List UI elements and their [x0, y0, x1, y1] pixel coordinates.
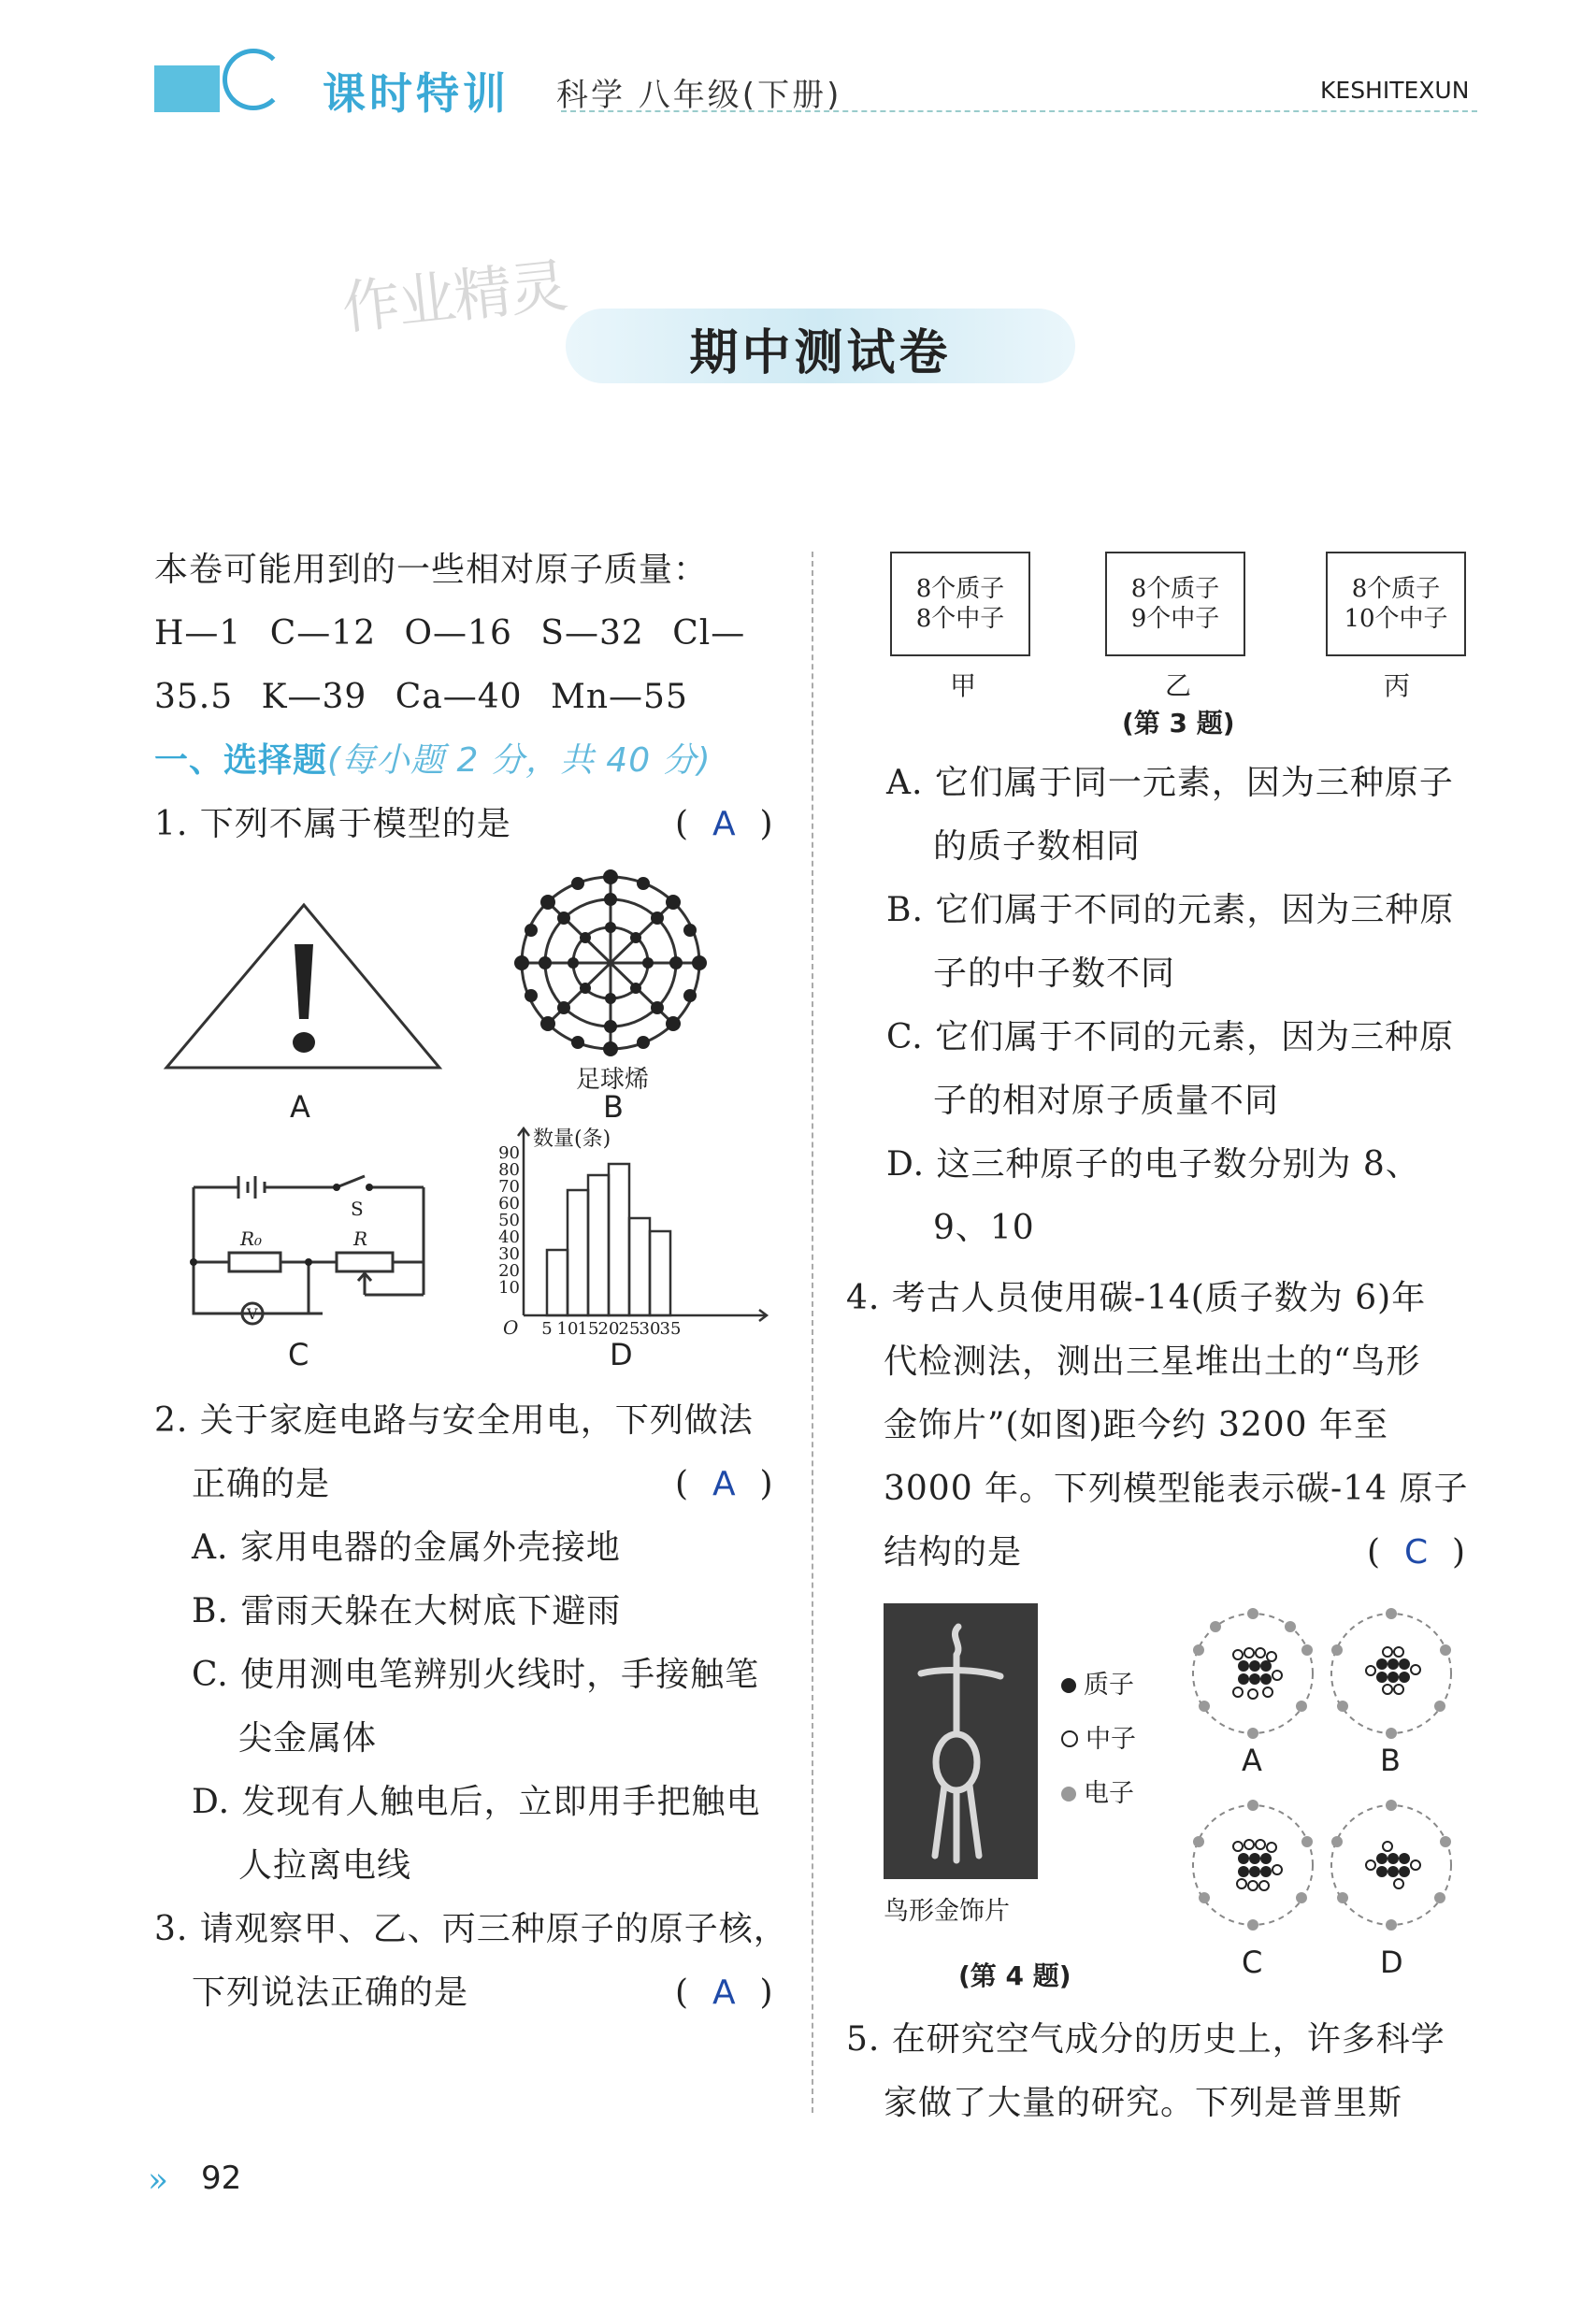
- atom-models: [1187, 1608, 1468, 1982]
- legend-neutron: 中子: [1061, 1718, 1136, 1755]
- q2-option-c-2: 尖金属体: [238, 1719, 378, 1758]
- svg-text:70: 70: [498, 1177, 520, 1197]
- histogram-xticks: [541, 1319, 681, 1339]
- q1-stem: 1. 下列不属于模型的是: [154, 805, 511, 843]
- watermark: 作业精灵: [338, 251, 569, 343]
- circuit-r0-label: R₀: [240, 1227, 263, 1250]
- q4-stem-3: 金饰片”(如图)距今约 3200 年至: [884, 1406, 1388, 1444]
- svg-text:15: 15: [577, 1319, 599, 1339]
- logo-icon: [223, 49, 284, 110]
- svg-text:10: 10: [556, 1319, 579, 1339]
- circuit-r-label: R: [353, 1227, 368, 1250]
- q4-stem-4: 3000 年。下列模型能表示碳-14 原子: [884, 1470, 1469, 1508]
- q1-answer: ( A ): [675, 805, 774, 843]
- q3-option-a-1: A. 它们属于同一元素，因为三种原子: [886, 764, 1454, 802]
- svg-text:35: 35: [659, 1319, 682, 1339]
- q2-stem-2: 正确的是: [192, 1465, 331, 1503]
- svg-text:90: 90: [498, 1143, 520, 1163]
- svg-text:20: 20: [498, 1261, 520, 1281]
- q1-label-d: D: [610, 1337, 633, 1372]
- svg-text:80: 80: [498, 1160, 520, 1180]
- intro-line-1: 本卷可能用到的一些相对原子质量：: [154, 551, 709, 589]
- header-brand: KESHITEXUN: [1320, 77, 1470, 104]
- page-number: 92: [201, 2160, 242, 2197]
- circuit-diagram: [182, 1169, 435, 1328]
- header-logo: 课时特训: [323, 68, 510, 119]
- atom-model-b: [1331, 1608, 1451, 1739]
- model-label-b: B: [1380, 1743, 1401, 1778]
- circuit-voltmeter-label: V: [247, 1305, 258, 1323]
- q3-figure-caption: (第 3 题): [1122, 708, 1235, 739]
- header-color-block: [154, 65, 220, 112]
- intro-line-3: 35.5 K—39 Ca—40 Mn—55: [154, 678, 688, 716]
- legend-electron: 电子: [1061, 1773, 1134, 1809]
- nucleus-box-bing: 8个质子 10个中子: [1326, 552, 1466, 656]
- header-divider: [561, 110, 1477, 112]
- q3-option-b-1: B. 它们属于不同的元素，因为三种原: [886, 891, 1455, 929]
- svg-text:50: 50: [498, 1211, 520, 1230]
- q3-option-c-2: 子的相对原子质量不同: [933, 1082, 1280, 1120]
- q4-answer: ( C ): [1367, 1533, 1467, 1572]
- warning-triangle-icon: [159, 897, 449, 1075]
- q3-stem-1: 3. 请观察甲、乙、丙三种原子的原子核，: [154, 1910, 788, 1948]
- model-label-a: A: [1242, 1743, 1262, 1778]
- q3-option-c-1: C. 它们属于不同的元素，因为三种原: [886, 1018, 1455, 1056]
- q2-option-c-1: C. 使用测电笔辨别火线时，手接触笔: [192, 1656, 760, 1694]
- model-label-d: D: [1380, 1945, 1403, 1980]
- svg-text:30: 30: [498, 1244, 520, 1264]
- svg-text:60: 60: [498, 1194, 520, 1213]
- neutron-dot-icon: [1061, 1730, 1078, 1747]
- legend-proton: 质子: [1061, 1664, 1134, 1701]
- photo-caption: 鸟形金饰片: [884, 1897, 1010, 1926]
- q2-stem-1: 2. 关于家庭电路与安全用电，下列做法: [154, 1401, 754, 1440]
- nucleus-box-yi: 8个质子 9个中子: [1105, 552, 1245, 656]
- model-label-c: C: [1242, 1945, 1263, 1980]
- q1-label-a: A: [290, 1089, 310, 1125]
- intro-line-2: H—1 C—12 O—16 S—32 Cl—: [154, 614, 746, 653]
- histogram-figure: [486, 1117, 776, 1342]
- section-note: (每小题 2 分，共 40 分): [327, 741, 712, 780]
- q2-answer: ( A ): [675, 1465, 774, 1503]
- page-title: 期中测试卷: [689, 325, 952, 381]
- q4-figure-caption: (第 4 题): [958, 1960, 1071, 1991]
- q3-option-d-1: D. 这三种原子的电子数分别为 8、: [886, 1145, 1420, 1184]
- q3-stem-2: 下列说法正确的是: [192, 1974, 469, 2012]
- histogram-yticks: [498, 1143, 520, 1298]
- column-divider: [812, 552, 813, 2113]
- atom-model-a: [1193, 1608, 1313, 1739]
- electron-dot-icon: [1061, 1787, 1076, 1802]
- box-label-jia: 甲: [950, 670, 977, 701]
- q4-stem-5: 结构的是: [884, 1533, 1023, 1572]
- q3-option-a-2: 的质子数相同: [933, 827, 1142, 866]
- q1-fullerene-caption: 足球烯: [576, 1066, 650, 1094]
- box-label-bing: 丙: [1384, 670, 1411, 701]
- q1-label-c: C: [288, 1337, 309, 1372]
- q4-stem-2: 代检测法，测出三星堆出土的“鸟形: [884, 1342, 1421, 1381]
- section-title: 一、选择题: [154, 741, 328, 780]
- q2-option-d-1: D. 发现有人触电后，立即用手把触电: [192, 1783, 761, 1821]
- atom-model-c: [1193, 1800, 1313, 1931]
- q2-option-a: A. 家用电器的金属外壳接地: [192, 1529, 621, 1567]
- section-heading: [154, 729, 712, 793]
- atom-model-d: [1331, 1800, 1451, 1931]
- q3-option-b-2: 子的中子数不同: [933, 955, 1176, 993]
- fullerene-figure: [512, 869, 709, 1056]
- proton-dot-icon: [1061, 1678, 1076, 1693]
- svg-text:5: 5: [541, 1319, 553, 1339]
- q2-option-b: B. 雷雨天躲在大树底下避雨: [192, 1592, 622, 1630]
- q5-stem-2: 家做了大量的研究。下列是普里斯: [884, 2084, 1403, 2122]
- nucleus-box-jia: 8个质子 8个中子: [890, 552, 1030, 656]
- svg-text:25: 25: [618, 1319, 640, 1339]
- q3-answer: ( A ): [675, 1974, 774, 2012]
- circuit-switch-label: S: [351, 1198, 364, 1220]
- svg-text:40: 40: [498, 1227, 520, 1247]
- q2-option-d-2: 人拉离电线: [238, 1846, 412, 1885]
- q5-stem-1: 5. 在研究空气成分的历史上，许多科学: [846, 2020, 1445, 2059]
- header-subject: 科学 八年级(下册): [556, 77, 842, 114]
- q3-option-d-2: 9、10: [933, 1209, 1035, 1247]
- page-arrow-icon: »: [148, 2161, 169, 2200]
- bird-gold-ornament-photo: [884, 1603, 1038, 1879]
- svg-text:20: 20: [597, 1319, 620, 1339]
- histogram-ylabel: 数量(条): [533, 1127, 611, 1151]
- q1-label-b: B: [603, 1089, 624, 1125]
- box-label-yi: 乙: [1165, 670, 1192, 701]
- q4-stem-1: 4. 考古人员使用碳-14(质子数为 6)年: [846, 1279, 1427, 1317]
- svg-text:30: 30: [639, 1319, 661, 1339]
- svg-text:10: 10: [498, 1278, 520, 1298]
- histogram-origin: O: [503, 1316, 519, 1339]
